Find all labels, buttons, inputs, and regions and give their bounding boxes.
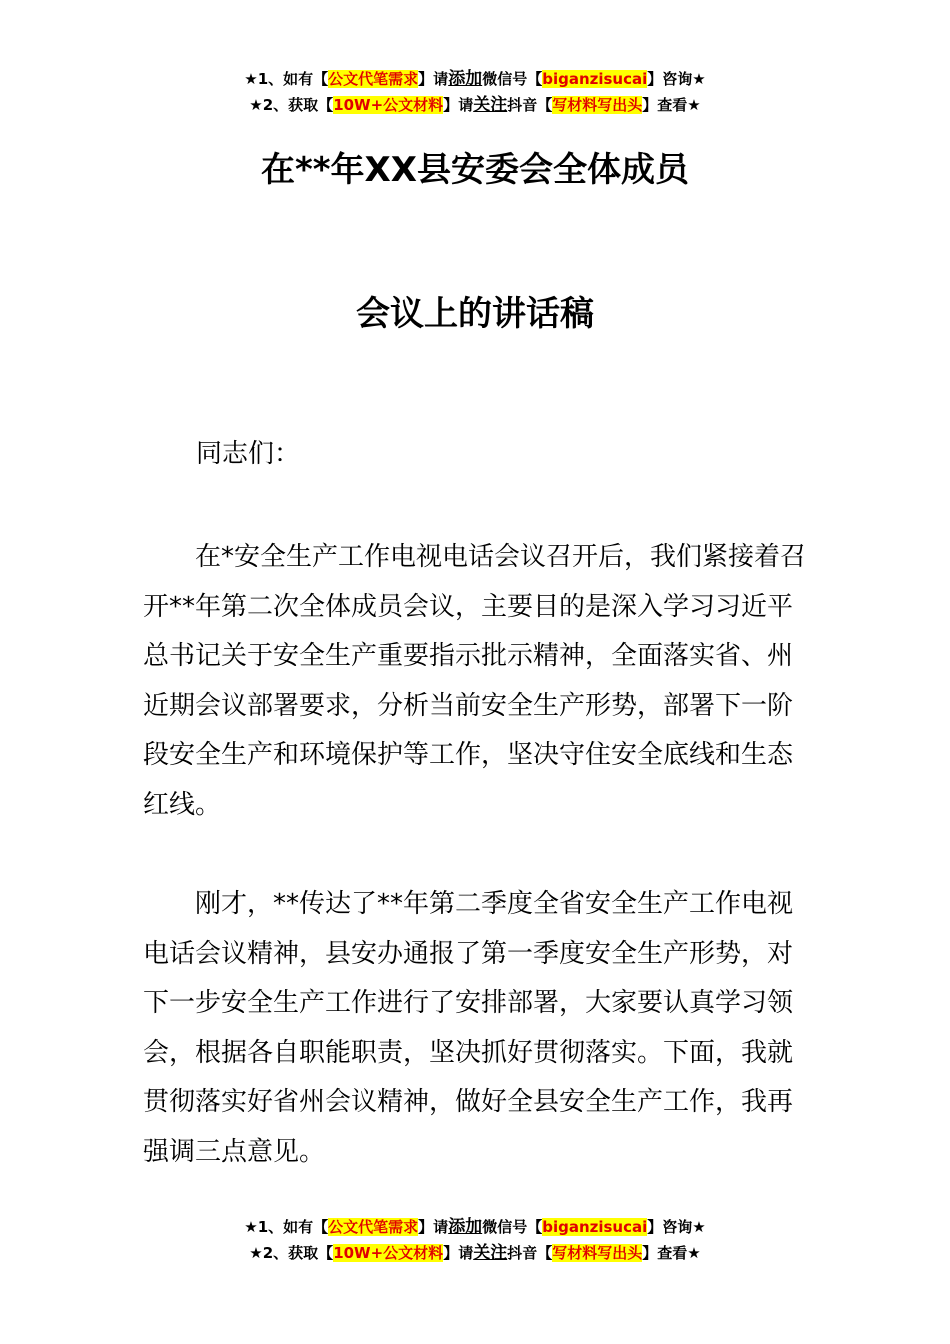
paragraph-line: 刚才，**传达了**年第二季度全省安全生产工作电视	[195, 889, 794, 919]
star-icon: ★	[692, 1218, 706, 1236]
star-icon: ★	[687, 96, 701, 114]
header-banner	[0, 66, 950, 118]
paragraph-line: 会，根据各自职能职责，坚决抓好贯彻落实。下面，我就	[143, 1037, 794, 1068]
star-icon: ★	[692, 70, 706, 88]
paragraph-1	[143, 533, 813, 831]
emphasis-add: 添加	[448, 69, 483, 89]
banner-line-2: ★2、获取【10W+公文材料】请关注抖音【写材料写出头】查看★	[249, 1243, 701, 1263]
paragraph-line: 近期会议部署要求，分析当前安全生产形势，部署下一阶	[143, 690, 794, 721]
document-title-line-1: 在**年XX县安委会全体成员	[261, 150, 689, 190]
footer-banner	[0, 1214, 950, 1266]
emphasis-follow: 关注	[473, 1243, 508, 1263]
highlight-douyin-id: 写材料写出头	[552, 96, 643, 114]
paragraph-line: 段安全生产和环境保护等工作，坚决守住安全底线和生态	[143, 740, 794, 771]
paragraph-line: 强调三点意见。	[143, 1136, 326, 1167]
paragraph-line: 总书记关于安全生产重要指示批示精神，全面落实省、州	[143, 641, 794, 672]
paragraph-line: 贯彻落实好省州会议精神，做好全县安全生产工作，我再	[143, 1087, 794, 1118]
star-icon: ★	[244, 1218, 258, 1236]
paragraph-line: 电话会议精神，县安办通报了第一季度安全生产形势，对	[143, 938, 794, 969]
star-icon: ★	[687, 1244, 701, 1262]
star-icon: ★	[249, 1244, 263, 1262]
highlight-materials: 10W+公文材料	[333, 96, 444, 114]
paragraph-line: 红线。	[143, 789, 222, 820]
banner-line-2: ★2、获取【10W+公文材料】请关注抖音【写材料写出头】查看★	[249, 95, 701, 115]
highlight-wechat-id: biganzisucai	[542, 70, 648, 88]
paragraph-line: 下一步安全生产工作进行了安排部署，大家要认真学习领	[143, 988, 794, 1019]
star-icon: ★	[244, 70, 258, 88]
emphasis-add: 添加	[448, 1217, 483, 1237]
emphasis-follow: 关注	[473, 95, 508, 115]
highlight-wechat-id: biganzisucai	[542, 1218, 648, 1236]
star-icon: ★	[249, 96, 263, 114]
greeting: 同志们：	[196, 439, 301, 469]
paragraph-2	[143, 880, 813, 1178]
paragraph-line: 开**年第二次全体成员会议，主要目的是深入学习习近平	[143, 591, 794, 622]
paragraph-line: 在*安全生产工作电视电话会议召开后，我们紧接着召	[195, 542, 807, 572]
highlight-materials: 10W+公文材料	[333, 1244, 444, 1262]
banner-line-1: ★1、如有【公文代笔需求】请添加微信号【biganzisucai】咨询★	[244, 69, 706, 89]
document-title-line-2: 会议上的讲话稿	[356, 294, 594, 334]
highlight-service: 公文代笔需求	[328, 1218, 419, 1236]
highlight-service: 公文代笔需求	[328, 70, 419, 88]
banner-line-1: ★1、如有【公文代笔需求】请添加微信号【biganzisucai】咨询★	[244, 1217, 706, 1237]
highlight-douyin-id: 写材料写出头	[552, 1244, 643, 1262]
